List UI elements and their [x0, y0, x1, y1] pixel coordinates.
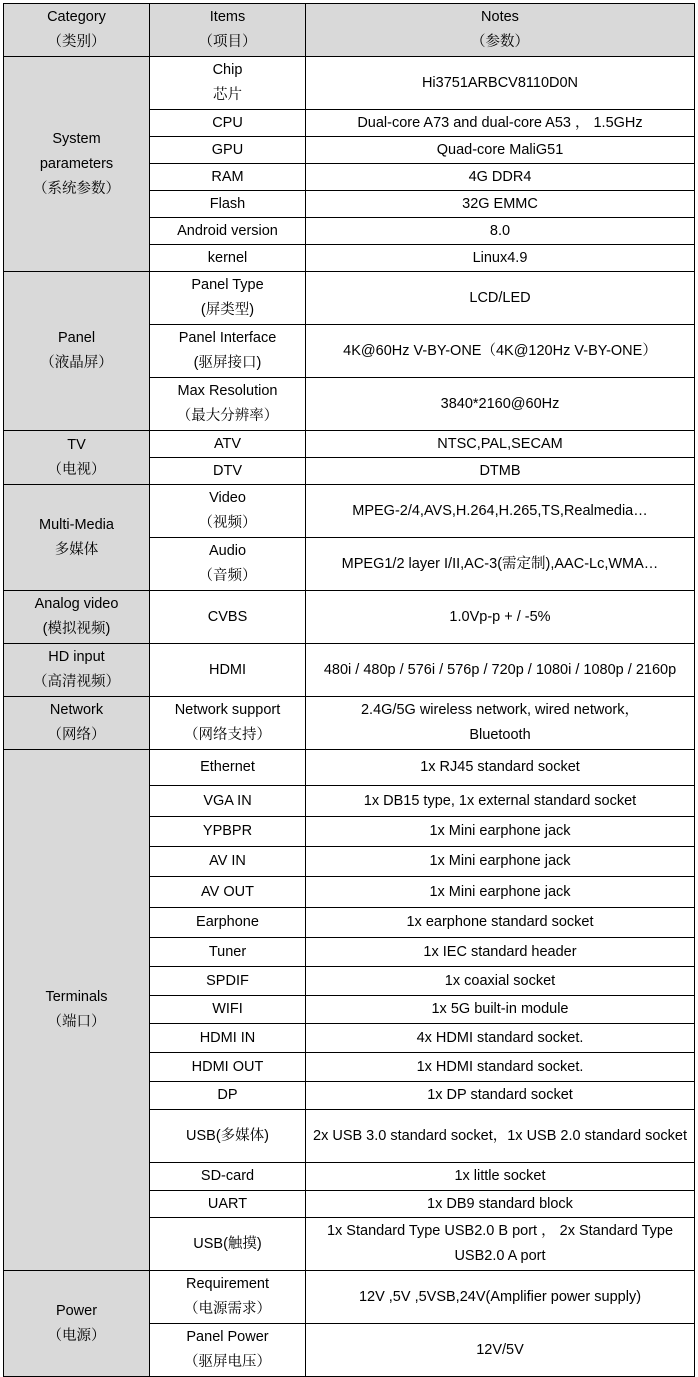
note-cell: 3840*2160@60Hz	[306, 378, 695, 431]
item-cell: Requirement （电源需求）	[150, 1271, 306, 1324]
note-cell: MPEG1/2 layer I/II,AC-3(需定制),AAC-Lc,WMA…	[306, 538, 695, 591]
table-row	[4, 591, 695, 644]
note-cell: MPEG-2/4,AVS,H.264,H.265,TS,Realmedia…	[306, 485, 695, 538]
note-cell: 4G DDR4	[306, 164, 695, 191]
item-cell: AV OUT	[150, 877, 306, 908]
item-cell: Chip 芯片	[150, 57, 306, 110]
item-cell: Earphone	[150, 908, 306, 938]
note-cell: 1x Standard Type USB2.0 B port ， 2x Standard Type USB2.0 A port	[306, 1218, 695, 1271]
note-cell: 12V ,5V ,5VSB,24V(Amplifier power supply)	[306, 1271, 695, 1324]
item-cell: ATV	[150, 431, 306, 458]
category-hd-input: HD input （高清视频）	[4, 644, 150, 697]
note-cell: Linux4.9	[306, 245, 695, 272]
note-cell: NTSC,PAL,SECAM	[306, 431, 695, 458]
item-cell: HDMI IN	[150, 1024, 306, 1053]
item-cell: kernel	[150, 245, 306, 272]
item-cell: RAM	[150, 164, 306, 191]
table-row	[4, 697, 695, 750]
note-cell: 1x HDMI standard socket.	[306, 1053, 695, 1082]
category-terminals: Terminals （端口）	[4, 750, 150, 1271]
item-cell: Android version	[150, 218, 306, 245]
item-cell: Panel Power （驱屏电压）	[150, 1324, 306, 1377]
item-cell: YPBPR	[150, 817, 306, 847]
item-cell: HDMI OUT	[150, 1053, 306, 1082]
note-cell: Quad-core MaliG51	[306, 137, 695, 164]
note-cell: 1x Mini earphone jack	[306, 817, 695, 847]
item-cell: Network support （网络支持）	[150, 697, 306, 750]
note-cell: 4x HDMI standard socket.	[306, 1024, 695, 1053]
item-cell: Panel Interface (驱屏接口)	[150, 325, 306, 378]
category-tv: TV （电视）	[4, 431, 150, 485]
spec-table	[3, 3, 695, 1377]
table-row	[4, 1271, 695, 1324]
note-cell: 4K@60Hz V-BY-ONE（4K@120Hz V-BY-ONE）	[306, 325, 695, 378]
note-cell: 1x Mini earphone jack	[306, 847, 695, 877]
note-cell: 8.0	[306, 218, 695, 245]
note-cell: 1x 5G built-in module	[306, 996, 695, 1024]
note-cell: DTMB	[306, 458, 695, 485]
item-cell: DTV	[150, 458, 306, 485]
note-cell: 1x coaxial socket	[306, 967, 695, 996]
table-row	[4, 485, 695, 538]
note-cell: 1x earphone standard socket	[306, 908, 695, 938]
note-cell: 480i / 480p / 576i / 576p / 720p / 1080i / 1080p / 2160p	[306, 644, 695, 697]
note-cell: 2.4G/5G wireless network, wired network， Bluetooth	[306, 697, 695, 750]
note-cell: 1x DP standard socket	[306, 1082, 695, 1110]
table-row	[4, 431, 695, 458]
category-system: System parameters （系统参数）	[4, 57, 150, 272]
item-cell: UART	[150, 1191, 306, 1218]
item-cell: SD-card	[150, 1163, 306, 1191]
note-cell: Hi3751ARBCV8110D0N	[306, 57, 695, 110]
item-cell: AV IN	[150, 847, 306, 877]
table-row	[4, 750, 695, 786]
item-cell: VGA IN	[150, 786, 306, 817]
note-cell: LCD/LED	[306, 272, 695, 325]
item-cell: Video （视频）	[150, 485, 306, 538]
note-cell: 1.0Vp-p + / -5%	[306, 591, 695, 644]
table-row	[4, 272, 695, 325]
table-row	[4, 644, 695, 697]
note-cell: 32G EMMC	[306, 191, 695, 218]
item-cell: WIFI	[150, 996, 306, 1024]
category-power: Power （电源）	[4, 1271, 150, 1377]
category-network: Network （网络）	[4, 697, 150, 750]
note-cell: 12V/5V	[306, 1324, 695, 1377]
item-cell: GPU	[150, 137, 306, 164]
category-panel: Panel （液晶屏）	[4, 272, 150, 431]
category-analog-video: Analog video (模拟视频)	[4, 591, 150, 644]
note-cell: Dual-core A73 and dual-core A53 ， 1.5GHz	[306, 110, 695, 137]
note-cell: 2x USB 3.0 standard socket，1x USB 2.0 standard socket	[306, 1110, 695, 1163]
item-cell: Panel Type (屏类型)	[150, 272, 306, 325]
item-cell: Max Resolution （最大分辨率）	[150, 378, 306, 431]
item-cell: Tuner	[150, 938, 306, 967]
item-cell: USB(多媒体)	[150, 1110, 306, 1163]
item-cell: USB(触摸)	[150, 1218, 306, 1271]
category-multimedia: Multi-Media 多媒体	[4, 485, 150, 591]
header-notes: Notes （参数）	[306, 4, 695, 57]
note-cell: 1x little socket	[306, 1163, 695, 1191]
note-cell: 1x RJ45 standard socket	[306, 750, 695, 786]
item-cell: CPU	[150, 110, 306, 137]
item-cell: Audio （音频）	[150, 538, 306, 591]
table-row	[4, 57, 695, 110]
item-cell: Flash	[150, 191, 306, 218]
note-cell: 1x DB9 standard block	[306, 1191, 695, 1218]
note-cell: 1x Mini earphone jack	[306, 877, 695, 908]
note-cell: 1x DB15 type, 1x external standard socket	[306, 786, 695, 817]
header-row	[4, 4, 695, 57]
note-cell: 1x IEC standard header	[306, 938, 695, 967]
item-cell: SPDIF	[150, 967, 306, 996]
header-items: Items （项目）	[150, 4, 306, 57]
item-cell: Ethernet	[150, 750, 306, 786]
item-cell: CVBS	[150, 591, 306, 644]
item-cell: DP	[150, 1082, 306, 1110]
header-category: Category （类别）	[4, 4, 150, 57]
item-cell: HDMI	[150, 644, 306, 697]
